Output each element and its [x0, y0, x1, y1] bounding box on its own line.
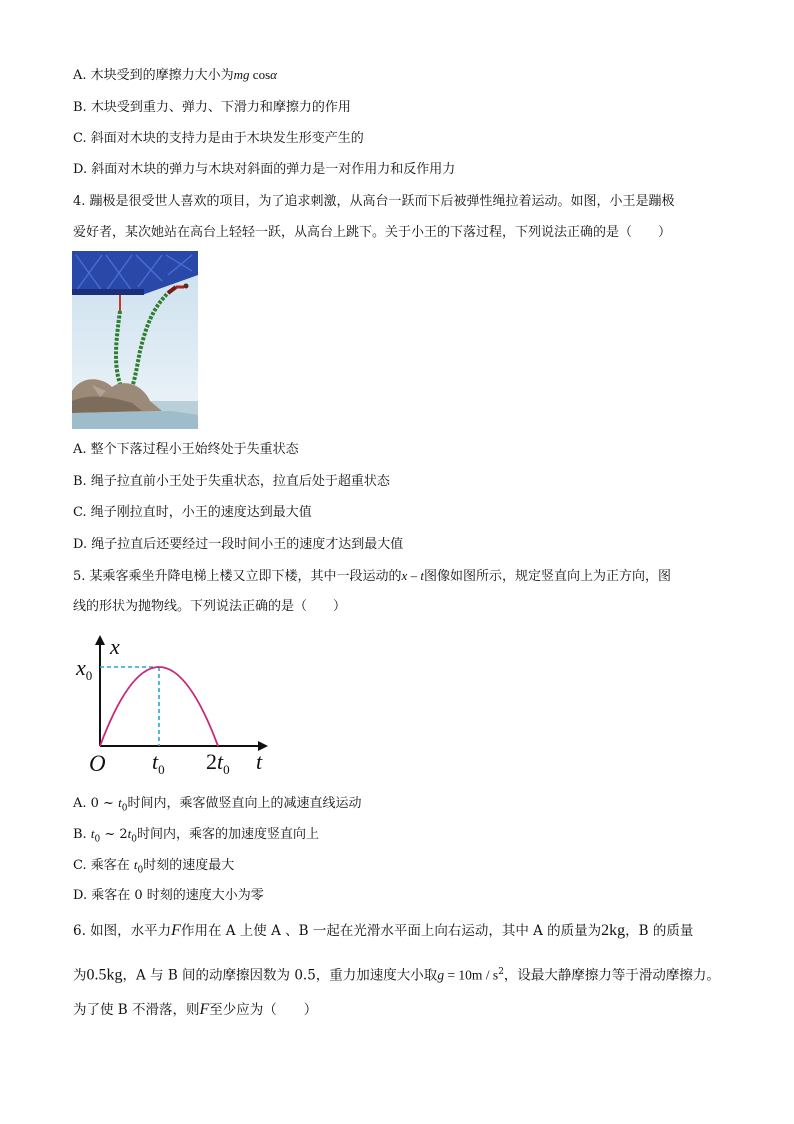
q3-option-b: B. 木块受到重力、弹力、下滑力和摩擦力的作用 [73, 100, 351, 115]
q6-stem-line1 [73, 922, 693, 940]
q5-xt-variable: x – t [401, 568, 424, 583]
q3-option-d: D. 斜面对木块的弹力与木块对斜面的弹力是一对作用力和反作用力 [73, 162, 456, 177]
q4-option-a: A. 整个下落过程小王始终处于失重状态 [73, 442, 299, 457]
q6-text-2c: ，设最大静摩擦力等于滑动摩擦力。 [503, 967, 720, 984]
xt-graph [72, 630, 282, 778]
q6-text-1a: 6. 如图，水平力 [73, 923, 172, 939]
q6-text-2b: ，A 与 B 间的动摩擦因数为 0.5，重力加速度大小取 [122, 967, 438, 984]
q6-text-1c: ，B 的质量 [625, 923, 694, 939]
formula-mg: mg [233, 67, 250, 82]
q6-g-value: = 10m / s [444, 967, 499, 983]
q6-g-exponent: 2 [498, 967, 504, 977]
q5-stem-text-a: 5. 某乘客乘坐升降电梯上楼又立即下楼，其中一段运动的 [73, 569, 402, 584]
q6-text-2a: 为 [73, 967, 87, 984]
q5-option-c [73, 856, 234, 880]
q5-option-c-var: t [133, 857, 138, 872]
x0-label: $x_0$ [76, 655, 93, 683]
bungee-photo [72, 251, 198, 429]
q6-g-var: g [437, 967, 445, 983]
t-axis-label: t [256, 749, 263, 774]
q6-text-3b: 至少应为（ ） [209, 1002, 318, 1018]
q6-text-3a: 为了使 B 不滑落，则 [73, 1002, 200, 1018]
q6-force-F: F [171, 922, 181, 939]
y-axis-label: x [110, 634, 120, 659]
q5-option-c-prefix: C. 乘客在 [73, 858, 134, 873]
q5-option-a-sub: 0 [121, 803, 128, 814]
xt-graph-svg [72, 630, 282, 778]
q5-option-c-text: 时刻的速度最大 [143, 858, 235, 873]
q5-option-b-sub1: 0 [94, 834, 101, 845]
q5-option-a-text: 时间内，乘客做竖直向上的减速直线运动 [127, 796, 362, 811]
q4-option-c: C. 绳子刚拉直时，小王的速度达到最大值 [73, 505, 312, 520]
q4-option-d: D. 绳子拉直后还要经过一段时间小王的速度才达到最大值 [73, 537, 404, 552]
q6-text-1b: 作用在 A 上使 A 、B 一起在光滑水平面上向右运动，其中 A 的质量为 [180, 923, 602, 939]
q4-stem-line2: 爱好者，某次她站在高台上轻轻一跃，从高台上跳下。关于小王的下落过程，下列说法正确的是（ ） [73, 225, 672, 240]
q6-mass-b: 0.5kg [86, 966, 123, 984]
q5-stem-line1 [73, 567, 671, 586]
q5-option-b-text: 时间内，乘客的加速度竖直向上 [136, 827, 319, 842]
2t0-label: $2t_0$ [206, 749, 230, 777]
q5-option-b-sub2: 0 [131, 834, 137, 845]
q4-option-b: B. 绳子拉直前小王处于失重状态，拉直后处于超重状态 [73, 474, 390, 489]
q5-option-c-sub: 0 [137, 865, 144, 876]
q3-option-a [73, 66, 277, 85]
x-axis-arrow [95, 635, 105, 645]
q5-option-b-var2: t [127, 826, 132, 841]
q5-option-a-var: t [118, 795, 122, 810]
origin-label: O [89, 751, 106, 776]
q5-option-b-prefix: B. [73, 827, 91, 842]
bungee-illustration [72, 251, 198, 429]
q6-stem-line3 [73, 1001, 317, 1019]
q5-option-b-var1: t [90, 826, 95, 841]
q6-mass-a: 2kg [601, 922, 626, 939]
q5-stem-text-b: 图像如图所示，规定竖直向上为正方向，图 [423, 569, 671, 584]
t0-label: $t_0$ [152, 749, 165, 777]
q5-option-b-mid: ~ 2 [100, 827, 128, 842]
formula-cos: cos [249, 67, 271, 82]
formula-alpha: α [270, 67, 277, 82]
q6-stem-line2 [73, 963, 720, 985]
q4-stem-line1: 4. 蹦极是很受世人喜欢的项目，为了追求刺激，从高台一跃而下后被弹性绳拉着运动。如图，小王是蹦极 [73, 194, 675, 209]
q3-option-c: C. 斜面对木块的支持力是由于木块发生形变产生的 [73, 131, 364, 146]
q5-option-a [73, 794, 361, 818]
q5-stem-line2: 线的形状为抛物线。下列说法正确的是（ ） [73, 599, 347, 614]
q6-force-F-2: F [199, 1001, 210, 1018]
q5-option-a-prefix: A. 0 ~ [73, 796, 119, 811]
q5-option-d: D. 乘客在 0 时刻的速度大小为零 [73, 888, 264, 903]
parabola-curve [100, 667, 218, 746]
q5-option-b [73, 825, 319, 849]
q3-option-a-text: A. 木块受到的摩擦力大小为 [73, 68, 234, 83]
